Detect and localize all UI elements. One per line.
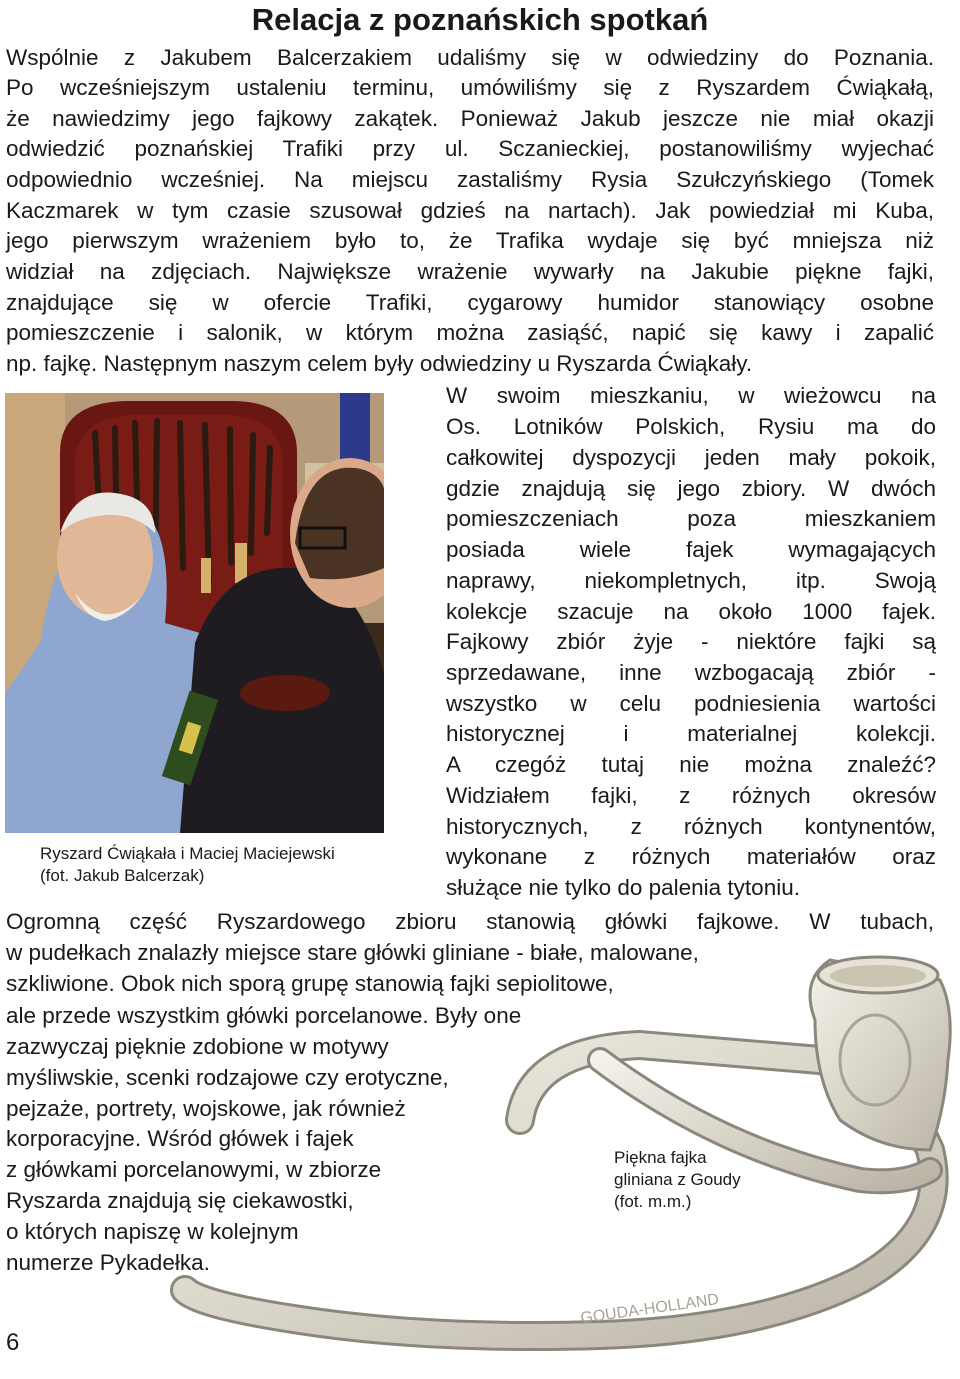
body-line: zazwyczaj pięknie zdobione w motywy <box>6 1034 389 1059</box>
intro-line: np. fajkę. Następnym naszym celem były odwiedziny u Ryszarda Ćwiąkały. <box>6 351 753 376</box>
side-line: historycznych, z różnych kontynentów, <box>446 814 936 839</box>
body-line: z główkami porcelanowymi, w zbiorze <box>6 1157 382 1182</box>
side-line: W swoim mieszkaniu, w wieżowcu na <box>446 383 936 408</box>
body-line: o których napiszę w kolejnym <box>6 1219 299 1244</box>
pipe-caption: Piękna fajka <box>614 1148 707 1167</box>
side-line: gdzie znajdują się jego zbiory. W dwóch <box>446 476 936 501</box>
body-line: myśliwskie, scenki rodzajowe czy erotyczne, <box>6 1065 449 1090</box>
intro-line: znajdujące się w ofercie Trafiki, cygarowy humidor stanowiący osobne <box>6 290 934 315</box>
side-line: historycznej i materialnej kolekcji. <box>446 721 936 746</box>
article-title: Relacja z poznańskich spotkań <box>251 2 709 37</box>
side-line: całkowitej dyspozycji jeden mały pokoik, <box>446 445 936 470</box>
intro-line: Kaczmarek w tym czasie szusował gdzieś na nartach). Jak powiedział mi Kuba, <box>6 198 934 223</box>
body-line: szkliwione. Obok nich sporą grupę stanowią fajki sepiolitowe, <box>6 971 614 996</box>
intro-line: Wspólnie z Jakubem Balcerzakiem udaliśmy się w odwiedziny do Poznania. <box>6 45 934 70</box>
body-line: korporacyjne. Wśród główek i fajek <box>6 1126 354 1151</box>
side-line: Os. Lotników Polskich, Rysiu ma do <box>446 414 936 439</box>
side-line: A czegóż tutaj nie można znaleźć? <box>446 752 936 777</box>
pipe-caption: gliniana z Goudy <box>614 1170 741 1189</box>
intro-line: że nawiedzimy jego fajkowy zakątek. Ponieważ Jakub jeszcze nie miał okazji <box>6 106 934 131</box>
body-line: numerze Pykadełka. <box>6 1250 210 1275</box>
side-line: Fajkowy zbiór żyje - niektóre fajki są <box>446 629 936 654</box>
intro-line: pomieszczenie i salonik, w którym można zasiąść, napić się kawy i zapalić <box>6 320 934 345</box>
body-line: pejzaże, portrety, wojskowe, jak również <box>6 1096 406 1121</box>
intro-line: jego pierwszym wrażeniem było to, że Trafika wydaje się być mniejsza niż <box>6 228 934 253</box>
side-line: posiada wiele fajek wymagających <box>446 537 936 562</box>
side-line: kolekcje szacuje na około 1000 fajek. <box>446 599 936 624</box>
pipe-caption: (fot. m.m.) <box>614 1192 692 1211</box>
side-line: wszystko w celu podniesienia wartości <box>446 691 936 716</box>
side-line: Widziałem fajki, z różnych okresów <box>446 783 936 808</box>
intro-line: odwiedzić poznańskiej Trafiki przy ul. Sczanieckiej, postanowiliśmy wyjechać <box>6 136 934 161</box>
side-line: pomieszczeniach poza mieszkaniem <box>446 506 936 531</box>
intro-line: Po wcześniejszym ustaleniu terminu, umówiliśmy się z Ryszardem Ćwiąkałą, <box>6 75 934 100</box>
side-line: wykonane z różnych materiałów oraz <box>446 844 936 869</box>
photo-ryszard-and-maciej <box>5 393 384 833</box>
body-line: w pudełkach znalazły miejsce stare główki gliniane - białe, malowane, <box>6 940 699 965</box>
photo-caption: Ryszard Ćwiąkała i Maciej Maciejewski <box>40 844 335 863</box>
body-line: Ryszarda znajdują się ciekawostki, <box>6 1188 354 1213</box>
side-line: sprzedawane, inne wzbogacają zbiór - <box>446 660 936 685</box>
side-line: służące nie tylko do palenia tytoniu. <box>446 875 800 900</box>
intro-line: widział na zdjęciach. Największe wrażenie wywarły na Jakubie piękne fajki, <box>6 259 934 284</box>
side-line: naprawy, niekompletnych, itp. Swoją <box>446 568 936 593</box>
body-line: Ogromną część Ryszardowego zbioru stanowią główki fajkowe. W tubach, <box>6 909 934 934</box>
pipe-stamp-text: GOUDA-HOLLAND <box>579 1291 721 1328</box>
page-number: 6 <box>6 1329 20 1356</box>
body-line: ale przede wszystkim główki porcelanowe. Były one <box>6 1003 522 1028</box>
intro-line: odpowiednio wcześniej. Na miejscu zastaliśmy Rysia Szułczyńskiego (Tomek <box>6 167 934 192</box>
photo-caption: (fot. Jakub Balcerzak) <box>40 866 205 885</box>
